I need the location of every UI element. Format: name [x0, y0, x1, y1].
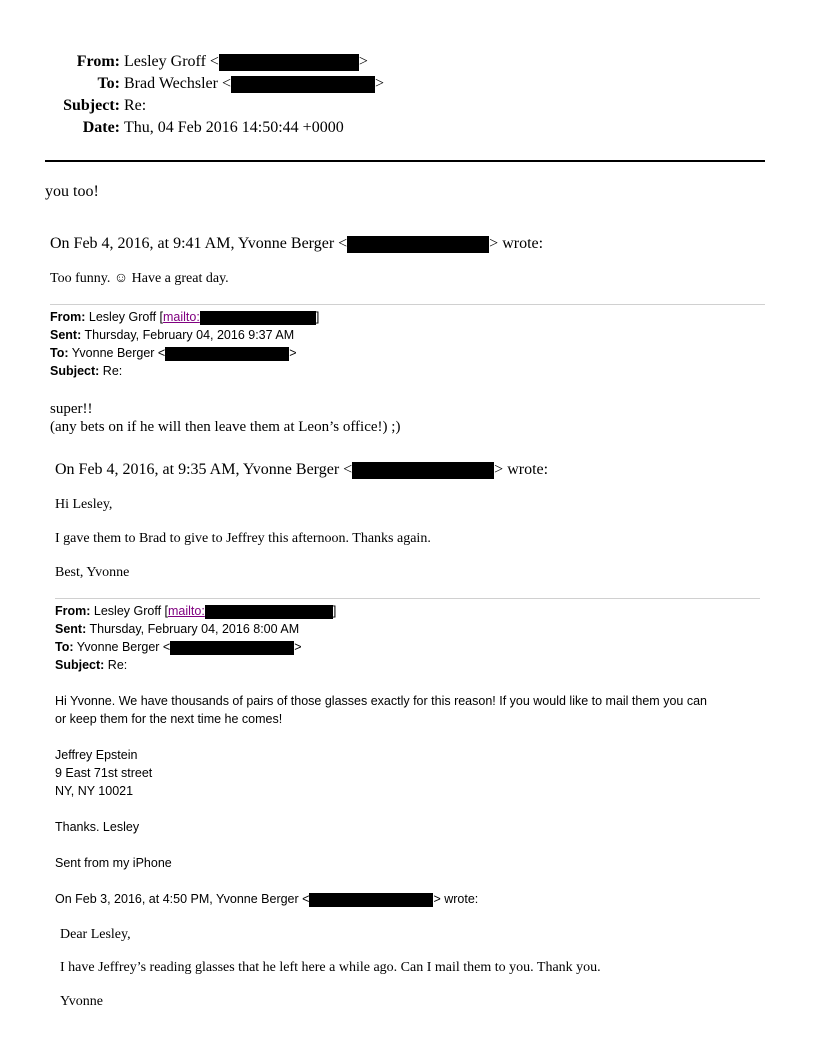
quote1-divider [50, 304, 765, 305]
msg3-sent-from: Sent from my iPhone [55, 856, 172, 870]
quote2-intro: On Feb 4, 2016, at 9:35 AM, Yvonne Berger < > wrote: [55, 461, 549, 478]
msg3-thanks: Thanks. Lesley [55, 820, 140, 834]
msg2-subject: Subject: Re: [50, 364, 123, 378]
date-value: Thu, 04 Feb 2016 14:50:44 +0000 [124, 119, 344, 136]
quote2-divider [55, 598, 760, 599]
redacted-email [309, 893, 433, 907]
redacted-email [170, 641, 294, 655]
quote3-intro: On Feb 3, 2016, at 4:50 PM, Yvonne Berger < > wrote: [55, 892, 479, 906]
reply-body: you too! [45, 183, 99, 200]
mailto-link[interactable]: mailto: [163, 310, 200, 324]
msg3-address-line1: Jeffrey Epstein [55, 748, 138, 762]
redacted-email [231, 76, 375, 93]
redacted-email [205, 605, 333, 619]
msg3-address-line3: NY, NY 10021 [55, 784, 134, 798]
msg2-from: From: Lesley Groff [mailto: ] [50, 310, 320, 324]
msg2-line2: (any bets on if he will then leave them at Leon’s office!) ;) [50, 419, 401, 435]
redacted-email [347, 236, 489, 253]
msg2-sent: Sent: Thursday, February 04, 2016 9:37 AM [50, 328, 295, 342]
msg2-to: To: Yvonne Berger < > [50, 346, 297, 360]
msg3-from: From: Lesley Groff [mailto: ] [55, 604, 337, 618]
msg3-sent: Sent: Thursday, February 04, 2016 8:00 AM [55, 622, 300, 636]
from-value: Lesley Groff < > [124, 53, 368, 70]
redacted-email [200, 311, 316, 325]
msg2-line1: super!! [50, 401, 93, 417]
date-label: Date: [82, 119, 120, 136]
msg3-to: To: Yvonne Berger < > [55, 640, 302, 654]
email-header [0, 52, 816, 142]
msg3-para1-line2: or keep them for the next time he comes! [55, 712, 283, 726]
quote3-signoff: Yvonne [60, 994, 103, 1009]
msg3-para1-line1: Hi Yvonne. We have thousands of pairs of those glasses exactly for this reason! If you would like to mail them you can [55, 694, 707, 708]
quote3-greeting: Dear Lesley, [60, 927, 131, 942]
header-divider [45, 160, 765, 162]
subject-label: Subject: [63, 97, 120, 114]
msg2-header [50, 308, 750, 380]
quote1-text: Too funny. ☺ Have a great day. [50, 271, 229, 286]
quote2-signoff: Best, Yvonne [55, 565, 130, 580]
redacted-email [352, 462, 494, 479]
redacted-email [165, 347, 289, 361]
quote1-intro: On Feb 4, 2016, at 9:41 AM, Yvonne Berger < > wrote: [50, 235, 544, 252]
quote3-text: I have Jeffrey’s reading glasses that he left here a while ago. Can I mail them to you. Thank you. [60, 960, 601, 975]
msg3-address-line2: 9 East 71st street [55, 766, 153, 780]
mailto-link[interactable]: mailto: [168, 604, 205, 618]
subject-value: Re: [124, 97, 147, 114]
to-value: Brad Wechsler < > [124, 75, 384, 92]
to-label: To: [97, 75, 120, 92]
from-label: From: [76, 53, 120, 70]
redacted-email [219, 54, 359, 71]
quote2-greeting: Hi Lesley, [55, 497, 113, 512]
msg3-subject: Subject: Re: [55, 658, 128, 672]
quote2-text: I gave them to Brad to give to Jeffrey this afternoon. Thanks again. [55, 531, 431, 546]
msg3-header [55, 602, 755, 674]
